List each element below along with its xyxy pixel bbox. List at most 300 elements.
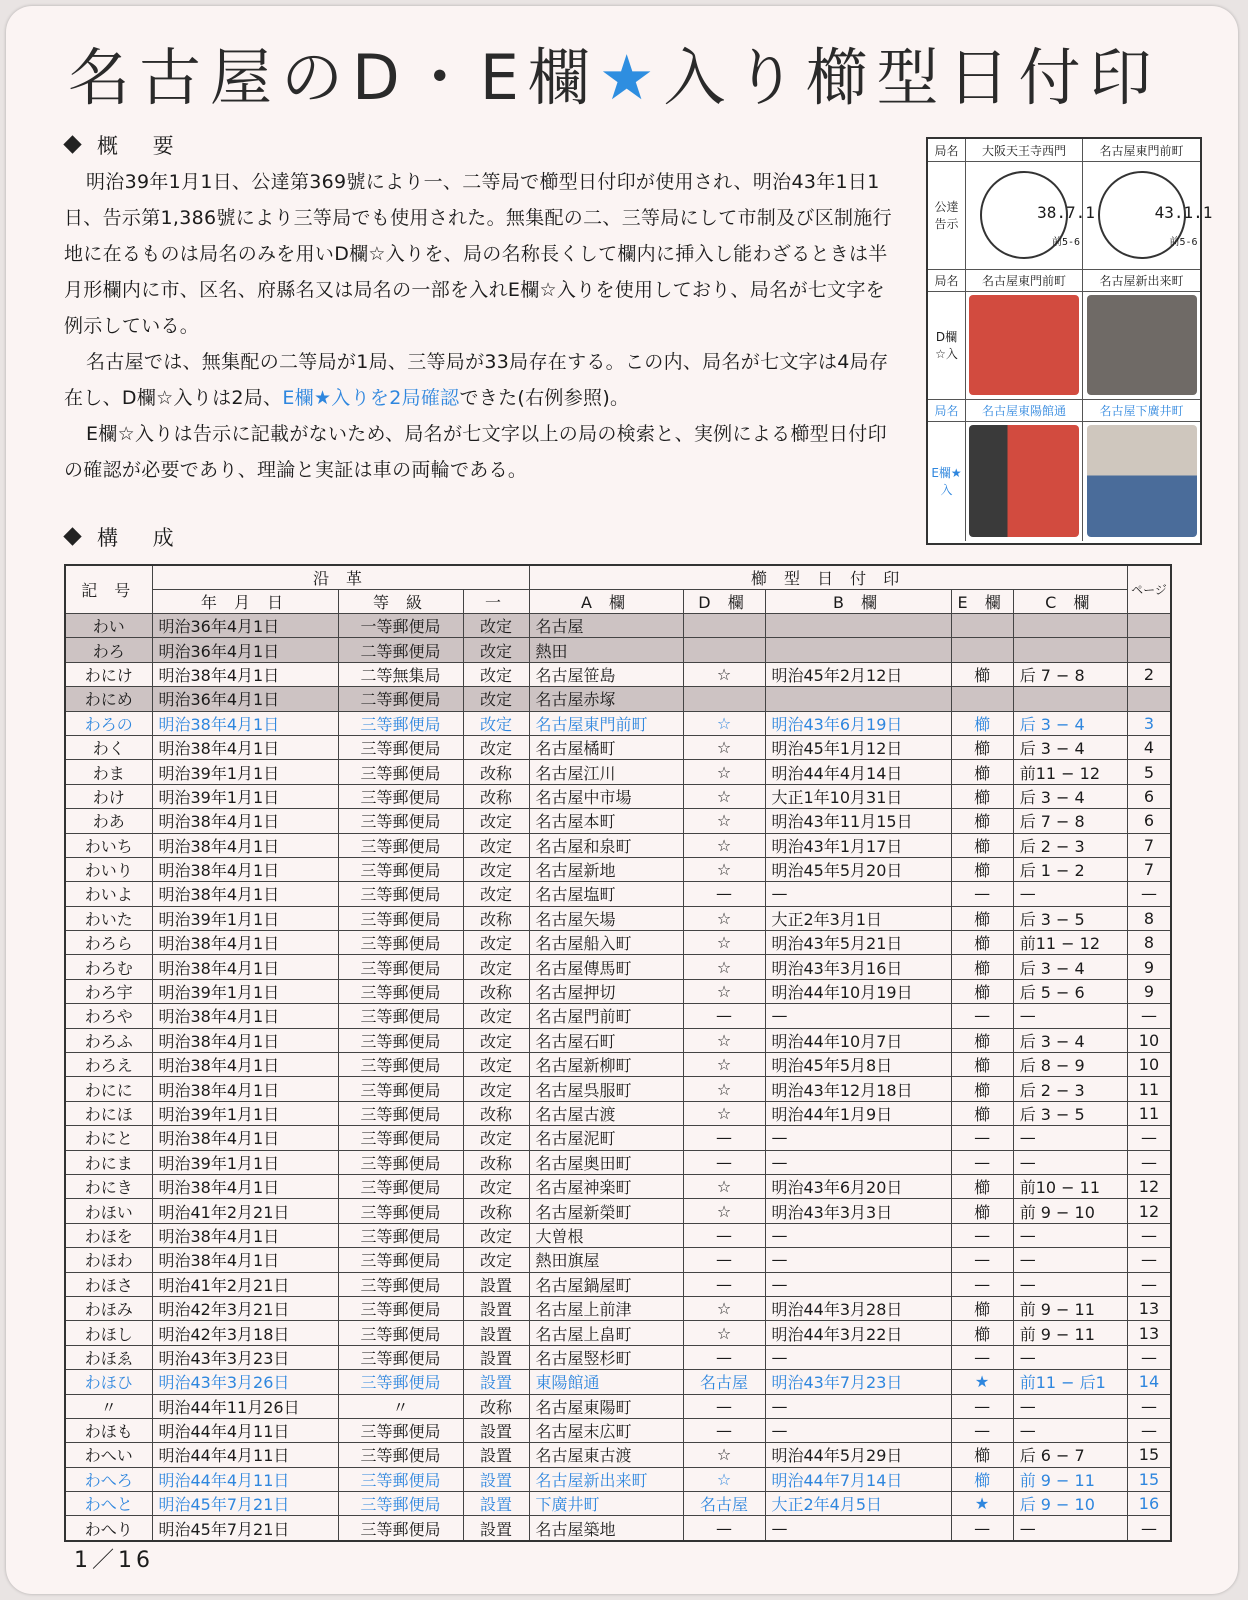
- paragraph-2-highlight: E欄★入りを2局確認: [282, 387, 460, 409]
- cell-date: 明治38年4月1日: [152, 1077, 338, 1101]
- cell-act: 設置: [463, 1370, 529, 1394]
- cell-e: 櫛: [951, 979, 1013, 1003]
- table-row: [65, 906, 1171, 930]
- cell-d: —: [683, 1394, 765, 1418]
- cell-k: わろ: [65, 638, 152, 662]
- cell-grade: 一等郵便局: [338, 614, 463, 638]
- cell-c: 后 1 − 2: [1013, 857, 1127, 881]
- cell-d: —: [683, 1516, 765, 1541]
- cell-k: わにほ: [65, 1101, 152, 1125]
- cell-k: わにと: [65, 1126, 152, 1150]
- cell-date: 明治38年4月1日: [152, 1174, 338, 1198]
- cell-k: わく: [65, 735, 152, 759]
- cell-e: [951, 614, 1013, 638]
- cell-act: 改定: [463, 955, 529, 979]
- stamp-image-e-2: [1083, 421, 1200, 541]
- header-grade: 等 級: [338, 590, 463, 614]
- cell-date: 明治36年4月1日: [152, 638, 338, 662]
- cell-b: 明治43年11月15日: [765, 809, 951, 833]
- cell-p: 13: [1127, 1296, 1171, 1320]
- paragraph-2-text: 名古屋では、無集配の二等局が1局、三等局が33局存在する。この内、局名が七文字は4局存在し、D欄☆入りは2局、: [64, 351, 889, 409]
- cell-k: わろふ: [65, 1028, 152, 1052]
- cell-act: 設置: [463, 1467, 529, 1491]
- cell-p: 15: [1127, 1467, 1171, 1491]
- cell-a: 名古屋奥田町: [529, 1150, 683, 1174]
- cell-b: 明治45年5月20日: [765, 857, 951, 881]
- cell-a: 名古屋矢場: [529, 906, 683, 930]
- cell-e: 櫛: [951, 1101, 1013, 1125]
- cell-a: 熱田: [529, 638, 683, 662]
- cell-e: —: [951, 1004, 1013, 1028]
- cell-grade: 三等郵便局: [338, 1248, 463, 1272]
- table-row: [65, 1492, 1171, 1516]
- cell-c: 后 2 − 3: [1013, 1077, 1127, 1101]
- cell-b: —: [765, 1126, 951, 1150]
- table-row: [65, 1296, 1171, 1320]
- cell-d: ☆: [683, 760, 765, 784]
- cell-p: 12: [1127, 1199, 1171, 1223]
- cell-grade: 三等郵便局: [338, 1223, 463, 1247]
- cell-date: 明治36年4月1日: [152, 687, 338, 711]
- cell-k: わへと: [65, 1492, 152, 1516]
- cell-e: 櫛: [951, 955, 1013, 979]
- cell-b: 明治43年3月3日: [765, 1199, 951, 1223]
- star-icon: ★: [598, 41, 664, 114]
- cell-d: ☆: [683, 735, 765, 759]
- table-row: [65, 638, 1171, 662]
- cell-d: ☆: [683, 979, 765, 1003]
- cell-b: 明治45年1月12日: [765, 735, 951, 759]
- stamp-header-row: [928, 269, 1200, 292]
- cell-act: 改称: [463, 784, 529, 808]
- cell-b: —: [765, 1004, 951, 1028]
- cell-date: 明治43年3月23日: [152, 1345, 338, 1369]
- cell-a: 名古屋東門前町: [529, 711, 683, 735]
- cell-grade: 三等郵便局: [338, 1370, 463, 1394]
- cell-p: 14: [1127, 1370, 1171, 1394]
- cell-c: 后 7 − 8: [1013, 662, 1127, 686]
- cell-act: 設置: [463, 1516, 529, 1541]
- red-stamp-image: [969, 425, 1079, 537]
- cell-p: —: [1127, 1272, 1171, 1296]
- cell-p: 7: [1127, 833, 1171, 857]
- cell-a: 名古屋新柳町: [529, 1053, 683, 1077]
- cell-c: —: [1013, 1223, 1127, 1247]
- cell-d: ☆: [683, 857, 765, 881]
- cell-d: —: [683, 1418, 765, 1442]
- cell-k: わにけ: [65, 662, 152, 686]
- stamp-office-name: 名古屋東門前町: [966, 269, 1083, 291]
- header-c: C 欄: [1013, 590, 1127, 614]
- table-row: [65, 882, 1171, 906]
- cell-act: 改定: [463, 1077, 529, 1101]
- table-row: [65, 662, 1171, 686]
- cell-b: —: [765, 1223, 951, 1247]
- cell-a: 名古屋古渡: [529, 1101, 683, 1125]
- cell-grade: 三等郵便局: [338, 931, 463, 955]
- cell-c: 后 5 − 6: [1013, 979, 1127, 1003]
- cell-grade: 三等郵便局: [338, 857, 463, 881]
- cell-b: 大正2年3月1日: [765, 906, 951, 930]
- section-heading-structure: [66, 522, 188, 552]
- page: [6, 6, 1238, 1594]
- cell-a: 名古屋船入町: [529, 931, 683, 955]
- cell-k: わへい: [65, 1443, 152, 1467]
- cell-grade: 三等郵便局: [338, 1053, 463, 1077]
- table-row: [65, 735, 1171, 759]
- cell-b: 明治44年10月7日: [765, 1028, 951, 1052]
- cell-date: 明治44年4月11日: [152, 1467, 338, 1491]
- cell-a: 名古屋笹島: [529, 662, 683, 686]
- table-row: [65, 784, 1171, 808]
- cell-b: 明治44年3月28日: [765, 1296, 951, 1320]
- cell-grade: 三等郵便局: [338, 882, 463, 906]
- cell-a: 名古屋本町: [529, 809, 683, 833]
- cell-c: 前 9 − 10: [1013, 1199, 1127, 1223]
- cell-grade: 三等郵便局: [338, 1004, 463, 1028]
- postmark-circle: [980, 171, 1095, 259]
- cell-a: 名古屋新地: [529, 857, 683, 881]
- cell-act: 改定: [463, 1126, 529, 1150]
- cell-b: 明治44年5月29日: [765, 1443, 951, 1467]
- cell-k: わほゑ: [65, 1345, 152, 1369]
- cell-e: 櫛: [951, 760, 1013, 784]
- overview-text: [64, 164, 899, 488]
- cell-a: 名古屋竪杉町: [529, 1345, 683, 1369]
- table-row: [65, 833, 1171, 857]
- cell-b: 明治43年12月18日: [765, 1077, 951, 1101]
- table-row: [65, 1174, 1171, 1198]
- cell-act: 改定: [463, 1223, 529, 1247]
- cell-d: ☆: [683, 1321, 765, 1345]
- cell-grade: 三等郵便局: [338, 784, 463, 808]
- cell-p: 3: [1127, 711, 1171, 735]
- cell-date: 明治42年3月18日: [152, 1321, 338, 1345]
- cell-d: ☆: [683, 906, 765, 930]
- cell-p: [1127, 687, 1171, 711]
- cell-d: [683, 687, 765, 711]
- cell-date: 明治39年1月1日: [152, 1150, 338, 1174]
- cell-p: 11: [1127, 1101, 1171, 1125]
- cell-p: 10: [1127, 1053, 1171, 1077]
- cell-grade: 三等郵便局: [338, 1028, 463, 1052]
- cell-act: 改定: [463, 857, 529, 881]
- diamond-bullet-icon: [63, 135, 81, 153]
- cell-b: 明治43年3月16日: [765, 955, 951, 979]
- cell-p: 6: [1127, 809, 1171, 833]
- cell-grade: 三等郵便局: [338, 906, 463, 930]
- structure-table: [64, 564, 1172, 1542]
- cell-act: 改定: [463, 687, 529, 711]
- cell-k: わろら: [65, 931, 152, 955]
- header-a: A 欄: [529, 590, 683, 614]
- table-row: [65, 1223, 1171, 1247]
- cell-d: —: [683, 1272, 765, 1296]
- postmark-date: 43.1.1: [1154, 203, 1213, 222]
- cell-a: 名古屋末広町: [529, 1418, 683, 1442]
- cell-date: 明治38年4月1日: [152, 1126, 338, 1150]
- table-row: [65, 1248, 1171, 1272]
- cell-p: 9: [1127, 979, 1171, 1003]
- cell-grade: 三等郵便局: [338, 833, 463, 857]
- cell-c: 后 3 − 4: [1013, 955, 1127, 979]
- cell-k: わにき: [65, 1174, 152, 1198]
- table-row: [65, 1101, 1171, 1125]
- cell-p: —: [1127, 1418, 1171, 1442]
- cell-b: —: [765, 882, 951, 906]
- cell-d: ☆: [683, 809, 765, 833]
- cell-k: わろの: [65, 711, 152, 735]
- cell-date: 明治38年4月1日: [152, 857, 338, 881]
- cell-k: わい: [65, 614, 152, 638]
- cell-a: 名古屋: [529, 614, 683, 638]
- cell-grade: 三等郵便局: [338, 979, 463, 1003]
- cell-c: 后 2 − 3: [1013, 833, 1127, 857]
- header-b: B 欄: [765, 590, 951, 614]
- cell-k: わほし: [65, 1321, 152, 1345]
- cell-c: 后 9 − 10: [1013, 1492, 1127, 1516]
- cell-grade: 三等郵便局: [338, 1467, 463, 1491]
- cell-a: 熱田旗屋: [529, 1248, 683, 1272]
- cell-e: —: [951, 1418, 1013, 1442]
- cell-e: ★: [951, 1370, 1013, 1394]
- cell-p: 9: [1127, 955, 1171, 979]
- table-row: [65, 1467, 1171, 1491]
- cell-k: わほも: [65, 1418, 152, 1442]
- cell-a: 名古屋江川: [529, 760, 683, 784]
- stamp-office-name: 名古屋東陽館通: [966, 399, 1083, 421]
- cell-grade: 〃: [338, 1394, 463, 1418]
- cell-date: 明治38年4月1日: [152, 1248, 338, 1272]
- cell-e: ★: [951, 1492, 1013, 1516]
- cell-a: 名古屋新榮町: [529, 1199, 683, 1223]
- cell-p: 4: [1127, 735, 1171, 759]
- cell-e: 櫛: [951, 809, 1013, 833]
- cell-b: 明治44年3月22日: [765, 1321, 951, 1345]
- cell-act: 改定: [463, 735, 529, 759]
- red-stamp-image: [969, 295, 1079, 395]
- cell-a: 名古屋押切: [529, 979, 683, 1003]
- cell-act: 改称: [463, 760, 529, 784]
- cell-k: わにま: [65, 1150, 152, 1174]
- cell-date: 明治38年4月1日: [152, 1223, 338, 1247]
- cell-date: 明治39年1月1日: [152, 1101, 338, 1125]
- cell-a: 名古屋上前津: [529, 1296, 683, 1320]
- cell-act: 改定: [463, 1028, 529, 1052]
- cell-b: —: [765, 1150, 951, 1174]
- cell-p: 16: [1127, 1492, 1171, 1516]
- cell-k: わにめ: [65, 687, 152, 711]
- cell-date: 明治38年4月1日: [152, 931, 338, 955]
- cell-p: 12: [1127, 1174, 1171, 1198]
- cell-b: —: [765, 1345, 951, 1369]
- cell-k: わろむ: [65, 955, 152, 979]
- page-number: 1／16: [74, 1548, 154, 1573]
- cell-grade: 三等郵便局: [338, 1492, 463, 1516]
- cell-date: 明治38年4月1日: [152, 662, 338, 686]
- cell-a: 名古屋傳馬町: [529, 955, 683, 979]
- cell-grade: 三等郵便局: [338, 1516, 463, 1541]
- cell-date: 明治38年4月1日: [152, 1004, 338, 1028]
- table-row: [65, 1272, 1171, 1296]
- cell-a: 名古屋塩町: [529, 882, 683, 906]
- cell-b: 明治45年2月12日: [765, 662, 951, 686]
- stamp-image-d-2: [1083, 291, 1200, 399]
- cell-e: 櫛: [951, 784, 1013, 808]
- cell-c: —: [1013, 1248, 1127, 1272]
- cell-p: —: [1127, 1248, 1171, 1272]
- cell-p: 8: [1127, 931, 1171, 955]
- cell-act: 設置: [463, 1345, 529, 1369]
- cell-k: わま: [65, 760, 152, 784]
- cell-a: 名古屋和泉町: [529, 833, 683, 857]
- cell-e: —: [951, 1345, 1013, 1369]
- cell-c: 前 9 − 11: [1013, 1321, 1127, 1345]
- cell-k: わほさ: [65, 1272, 152, 1296]
- cell-k: わけ: [65, 784, 152, 808]
- cell-c: —: [1013, 1394, 1127, 1418]
- cell-k: わいた: [65, 906, 152, 930]
- table-row: [65, 1443, 1171, 1467]
- cell-k: わへろ: [65, 1467, 152, 1491]
- cell-c: [1013, 614, 1127, 638]
- cell-date: 明治38年4月1日: [152, 833, 338, 857]
- cell-e: —: [951, 1516, 1013, 1541]
- cell-e: 櫛: [951, 662, 1013, 686]
- cell-p: [1127, 638, 1171, 662]
- cell-b: [765, 687, 951, 711]
- cell-a: 名古屋東古渡: [529, 1443, 683, 1467]
- cell-e: 櫛: [951, 735, 1013, 759]
- cell-d: [683, 614, 765, 638]
- cell-e: 櫛: [951, 906, 1013, 930]
- cell-act: 改定: [463, 1053, 529, 1077]
- cell-b: 明治44年10月19日: [765, 979, 951, 1003]
- cell-c: 后 3 − 4: [1013, 784, 1127, 808]
- header-kigo: 記 号: [65, 565, 152, 614]
- cell-d: —: [683, 1004, 765, 1028]
- cell-date: 明治38年4月1日: [152, 882, 338, 906]
- cell-a: 下廣井町: [529, 1492, 683, 1516]
- cell-c: 后 3 − 5: [1013, 906, 1127, 930]
- cell-d: ☆: [683, 1028, 765, 1052]
- cell-c: —: [1013, 1418, 1127, 1442]
- cell-d: [683, 638, 765, 662]
- cell-date: 明治42年3月21日: [152, 1296, 338, 1320]
- cell-e: 櫛: [951, 1443, 1013, 1467]
- cell-b: 明治44年1月9日: [765, 1101, 951, 1125]
- cell-act: 改定: [463, 638, 529, 662]
- cell-p: 10: [1127, 1028, 1171, 1052]
- cell-act: 改称: [463, 1199, 529, 1223]
- table-row: [65, 687, 1171, 711]
- cell-c: —: [1013, 1004, 1127, 1028]
- cell-a: 名古屋東陽町: [529, 1394, 683, 1418]
- cell-e: 櫛: [951, 857, 1013, 881]
- header-page: ページ: [1127, 565, 1171, 614]
- stamp-image-d-1: [966, 291, 1083, 399]
- cell-b: [765, 614, 951, 638]
- section-label: 概 要: [97, 134, 188, 158]
- cell-e: 櫛: [951, 1296, 1013, 1320]
- cell-c: —: [1013, 1272, 1127, 1296]
- section-heading-overview: [66, 130, 188, 160]
- cell-b: —: [765, 1248, 951, 1272]
- stamp-examples-box: [926, 137, 1213, 545]
- cell-c: [1013, 638, 1127, 662]
- cell-d: —: [683, 1248, 765, 1272]
- cell-a: 名古屋門前町: [529, 1004, 683, 1028]
- cell-grade: 三等郵便局: [338, 1443, 463, 1467]
- section-label: 構 成: [97, 526, 188, 550]
- cell-p: 6: [1127, 784, 1171, 808]
- cell-b: 明治44年4月14日: [765, 760, 951, 784]
- cell-k: わろえ: [65, 1053, 152, 1077]
- stamp-office-name: 大阪天王寺西門: [966, 139, 1083, 161]
- cell-c: 前11 − 12: [1013, 931, 1127, 955]
- cell-date: 明治38年4月1日: [152, 735, 338, 759]
- cell-k: わへり: [65, 1516, 152, 1541]
- cell-a: 名古屋鍋屋町: [529, 1272, 683, 1296]
- header-d: D 欄: [683, 590, 765, 614]
- cell-grade: 三等郵便局: [338, 760, 463, 784]
- cell-act: 改称: [463, 1150, 529, 1174]
- cell-act: 改定: [463, 614, 529, 638]
- diamond-bullet-icon: [63, 527, 81, 545]
- cell-act: 改定: [463, 833, 529, 857]
- stamp-row-official: [928, 161, 1213, 270]
- cell-act: 設置: [463, 1418, 529, 1442]
- cell-a: 大曽根: [529, 1223, 683, 1247]
- cell-d: ☆: [683, 1467, 765, 1491]
- table-row: [65, 931, 1171, 955]
- cell-k: わいち: [65, 833, 152, 857]
- cell-k: わろや: [65, 1004, 152, 1028]
- cell-act: 設置: [463, 1272, 529, 1296]
- table-row: [65, 809, 1171, 833]
- stamp-office-name: 名古屋東門前町: [1099, 143, 1184, 158]
- cell-act: 改定: [463, 1174, 529, 1198]
- cell-p: 15: [1127, 1443, 1171, 1467]
- cell-act: 設置: [463, 1321, 529, 1345]
- cell-act: 改定: [463, 662, 529, 686]
- cell-e: 櫛: [951, 1321, 1013, 1345]
- cell-b: —: [765, 1418, 951, 1442]
- stamp-image-e-1: [966, 421, 1083, 541]
- cell-c: 后 3 − 4: [1013, 1028, 1127, 1052]
- cell-p: —: [1127, 1394, 1171, 1418]
- cell-grade: 三等郵便局: [338, 1272, 463, 1296]
- cell-d: ☆: [683, 1077, 765, 1101]
- cell-a: 名古屋呉服町: [529, 1077, 683, 1101]
- cell-grade: 三等郵便局: [338, 1296, 463, 1320]
- cell-grade: 三等郵便局: [338, 1174, 463, 1198]
- cell-grade: 三等郵便局: [338, 1150, 463, 1174]
- table-row: [65, 1394, 1171, 1418]
- cell-act: 改定: [463, 931, 529, 955]
- cell-date: 明治39年1月1日: [152, 906, 338, 930]
- cell-d: ☆: [683, 1296, 765, 1320]
- cell-p: —: [1127, 882, 1171, 906]
- paragraph-2-tail: できた(右例参照)。: [459, 387, 630, 409]
- cell-d: ☆: [683, 1443, 765, 1467]
- cell-e: —: [951, 1394, 1013, 1418]
- cell-b: 明治43年1月17日: [765, 833, 951, 857]
- table-row: [65, 1053, 1171, 1077]
- cell-d: ☆: [683, 784, 765, 808]
- stamp-row-label: 局名: [928, 139, 966, 161]
- cell-p: 11: [1127, 1077, 1171, 1101]
